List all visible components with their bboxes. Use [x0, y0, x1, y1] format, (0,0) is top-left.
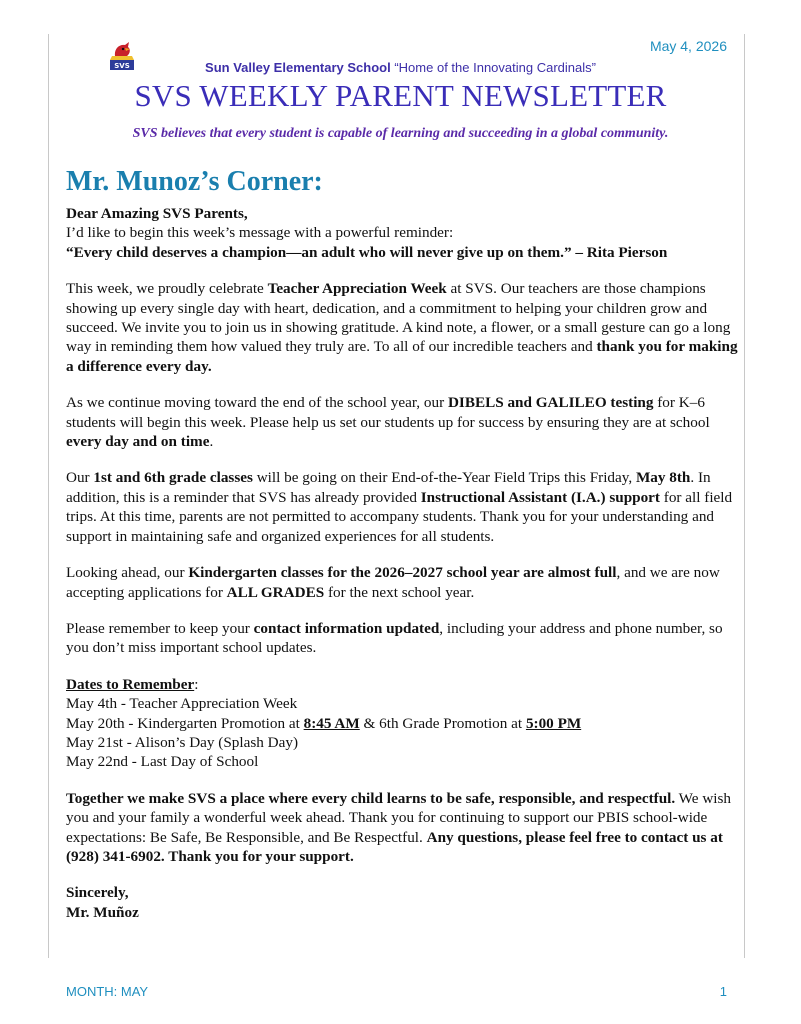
p2-text-c: for K–6 students will begin this week. Please help us set our students up for success by ensuring they are at school: [66, 394, 710, 431]
closing-paragraph: [66, 789, 738, 867]
p2-bold-b: DIBELS and GALILEO testing: [447, 394, 654, 412]
svg-text:SVS: SVS: [114, 62, 130, 70]
page-number: 1: [719, 984, 727, 999]
p4-bold-d: ALL GRADES: [226, 583, 325, 601]
p3-bold-d: May 8th: [635, 469, 691, 487]
p1-bold-b: Teacher Appreciation Week: [267, 280, 447, 298]
p3-text-a: Our: [66, 469, 94, 487]
p2-text-a: As we continue moving toward the end of the school year, our: [66, 394, 448, 412]
p3-bold-b: 1st and 6th grade classes: [93, 469, 253, 487]
p4-text-a: Looking ahead, our: [66, 564, 189, 582]
newsletter-title: SVS WEEKLY PARENT NEWSLETTER: [134, 78, 667, 113]
opening-paragraph: [66, 204, 738, 262]
p5-text-c: , including your address and phone number, so you don’t miss important school updates.: [66, 619, 723, 657]
school-name: Sun Valley Elementary School: [205, 60, 391, 75]
date-item-1: May 4th - Teacher Appreciation Week: [66, 695, 298, 713]
contact-info-paragraph: [66, 619, 738, 658]
school-line: [0, 60, 801, 75]
dates-heading: Dates to Remember: [66, 675, 195, 693]
p1-bold-d: thank you for making a difference every day.: [66, 338, 738, 375]
p1-text-c: at SVS. Our teachers are those champions showing up every single day with heart, dedication, and a commitment to helping your children grow and succeed. We invite you to join us in showing gratitude. A kind note, a flower, or a small gesture can go a long way in reminding them how valued they truly are. To all of our incredible teachers and: [66, 280, 731, 356]
dates-heading-line: [66, 675, 738, 694]
testing-paragraph: [66, 393, 738, 451]
sixth-promotion-time: 5:00 PM: [525, 714, 582, 732]
newsletter-date: May 4, 2026: [649, 38, 727, 54]
signoff-sincerely: Sincerely,: [66, 884, 129, 902]
p5-bold-b: contact information updated: [253, 619, 440, 637]
p3-text-g: for all field trips. At this time, parents are not permitted to accompany students. Thank you for your understanding and support in maintaining safe and organized experiences for all students.: [66, 488, 733, 545]
quote: “Every child deserves a champion—an adult who will never give up on them.” – Rita Pierson: [66, 243, 668, 261]
right-margin-rule: [744, 34, 745, 958]
date-item-2: [66, 714, 738, 733]
kinder-promotion-time: 8:45 AM: [303, 714, 360, 732]
mission-statement: SVS believes that every student is capable of learning and succeeding in a global community.: [132, 126, 669, 141]
closing-bold-c: Any questions, please feel free to contact us at (928) 341-6902. Thank you for your support.: [66, 828, 723, 865]
date-item-3: May 21st - Alison’s Day (Splash Day): [66, 733, 299, 751]
school-tagline: “Home of the Innovating Cardinals”: [394, 60, 596, 75]
field-trip-paragraph: [66, 468, 738, 546]
p2-bold-d: every day and on time: [66, 433, 210, 451]
date-item-4: May 22nd - Last Day of School: [66, 753, 259, 771]
intro-line: I’d like to begin this week’s message with a powerful reminder:: [66, 224, 454, 242]
date-item-2-text-a: May 20th - Kindergarten Promotion at: [66, 714, 304, 732]
p3-text-e: . In addition, this is a reminder that SVS has already provided: [66, 469, 711, 506]
p5-text-a: Please remember to keep your: [66, 619, 254, 637]
p4-bold-b: Kindergarten classes for the 2026–2027 school year are almost full: [188, 564, 617, 582]
signoff-name: Mr. Muñoz: [66, 903, 139, 921]
appreciation-paragraph: [66, 279, 738, 376]
section-title: Mr. Munoz’s Corner:: [66, 166, 323, 197]
date-item-2-text-c: & 6th Grade Promotion at: [359, 714, 526, 732]
kindergarten-paragraph: [66, 563, 738, 602]
signoff: [66, 883, 738, 922]
closing-text-b: We wish you and your family a wonderful week ahead. Thank you for continuing to support our PBIS school-wide expectations: Be Safe, Be Responsible, and Be Respectful.: [66, 789, 732, 846]
p4-text-c: , and we are now accepting applications for: [66, 564, 720, 601]
p2-text-e: .: [209, 433, 214, 451]
footer-month: MONTH: MAY: [66, 984, 149, 999]
dates-heading-colon: :: [194, 675, 199, 693]
closing-bold-a: Together we make SVS a place where every child learns to be safe, responsible, and respectful.: [66, 789, 676, 807]
p1-text-a: This week, we proudly celebrate: [66, 280, 268, 298]
left-margin-rule: [48, 34, 49, 958]
dates-to-remember: [66, 675, 738, 772]
p4-text-e: for the next school year.: [324, 583, 475, 601]
p3-text-c: will be going on their End-of-the-Year Field Trips this Friday,: [252, 469, 636, 487]
greeting: Dear Amazing SVS Parents,: [66, 205, 248, 222]
letter-body: [66, 204, 738, 939]
p3-bold-f: Instructional Assistant (I.A.) support: [420, 488, 660, 506]
